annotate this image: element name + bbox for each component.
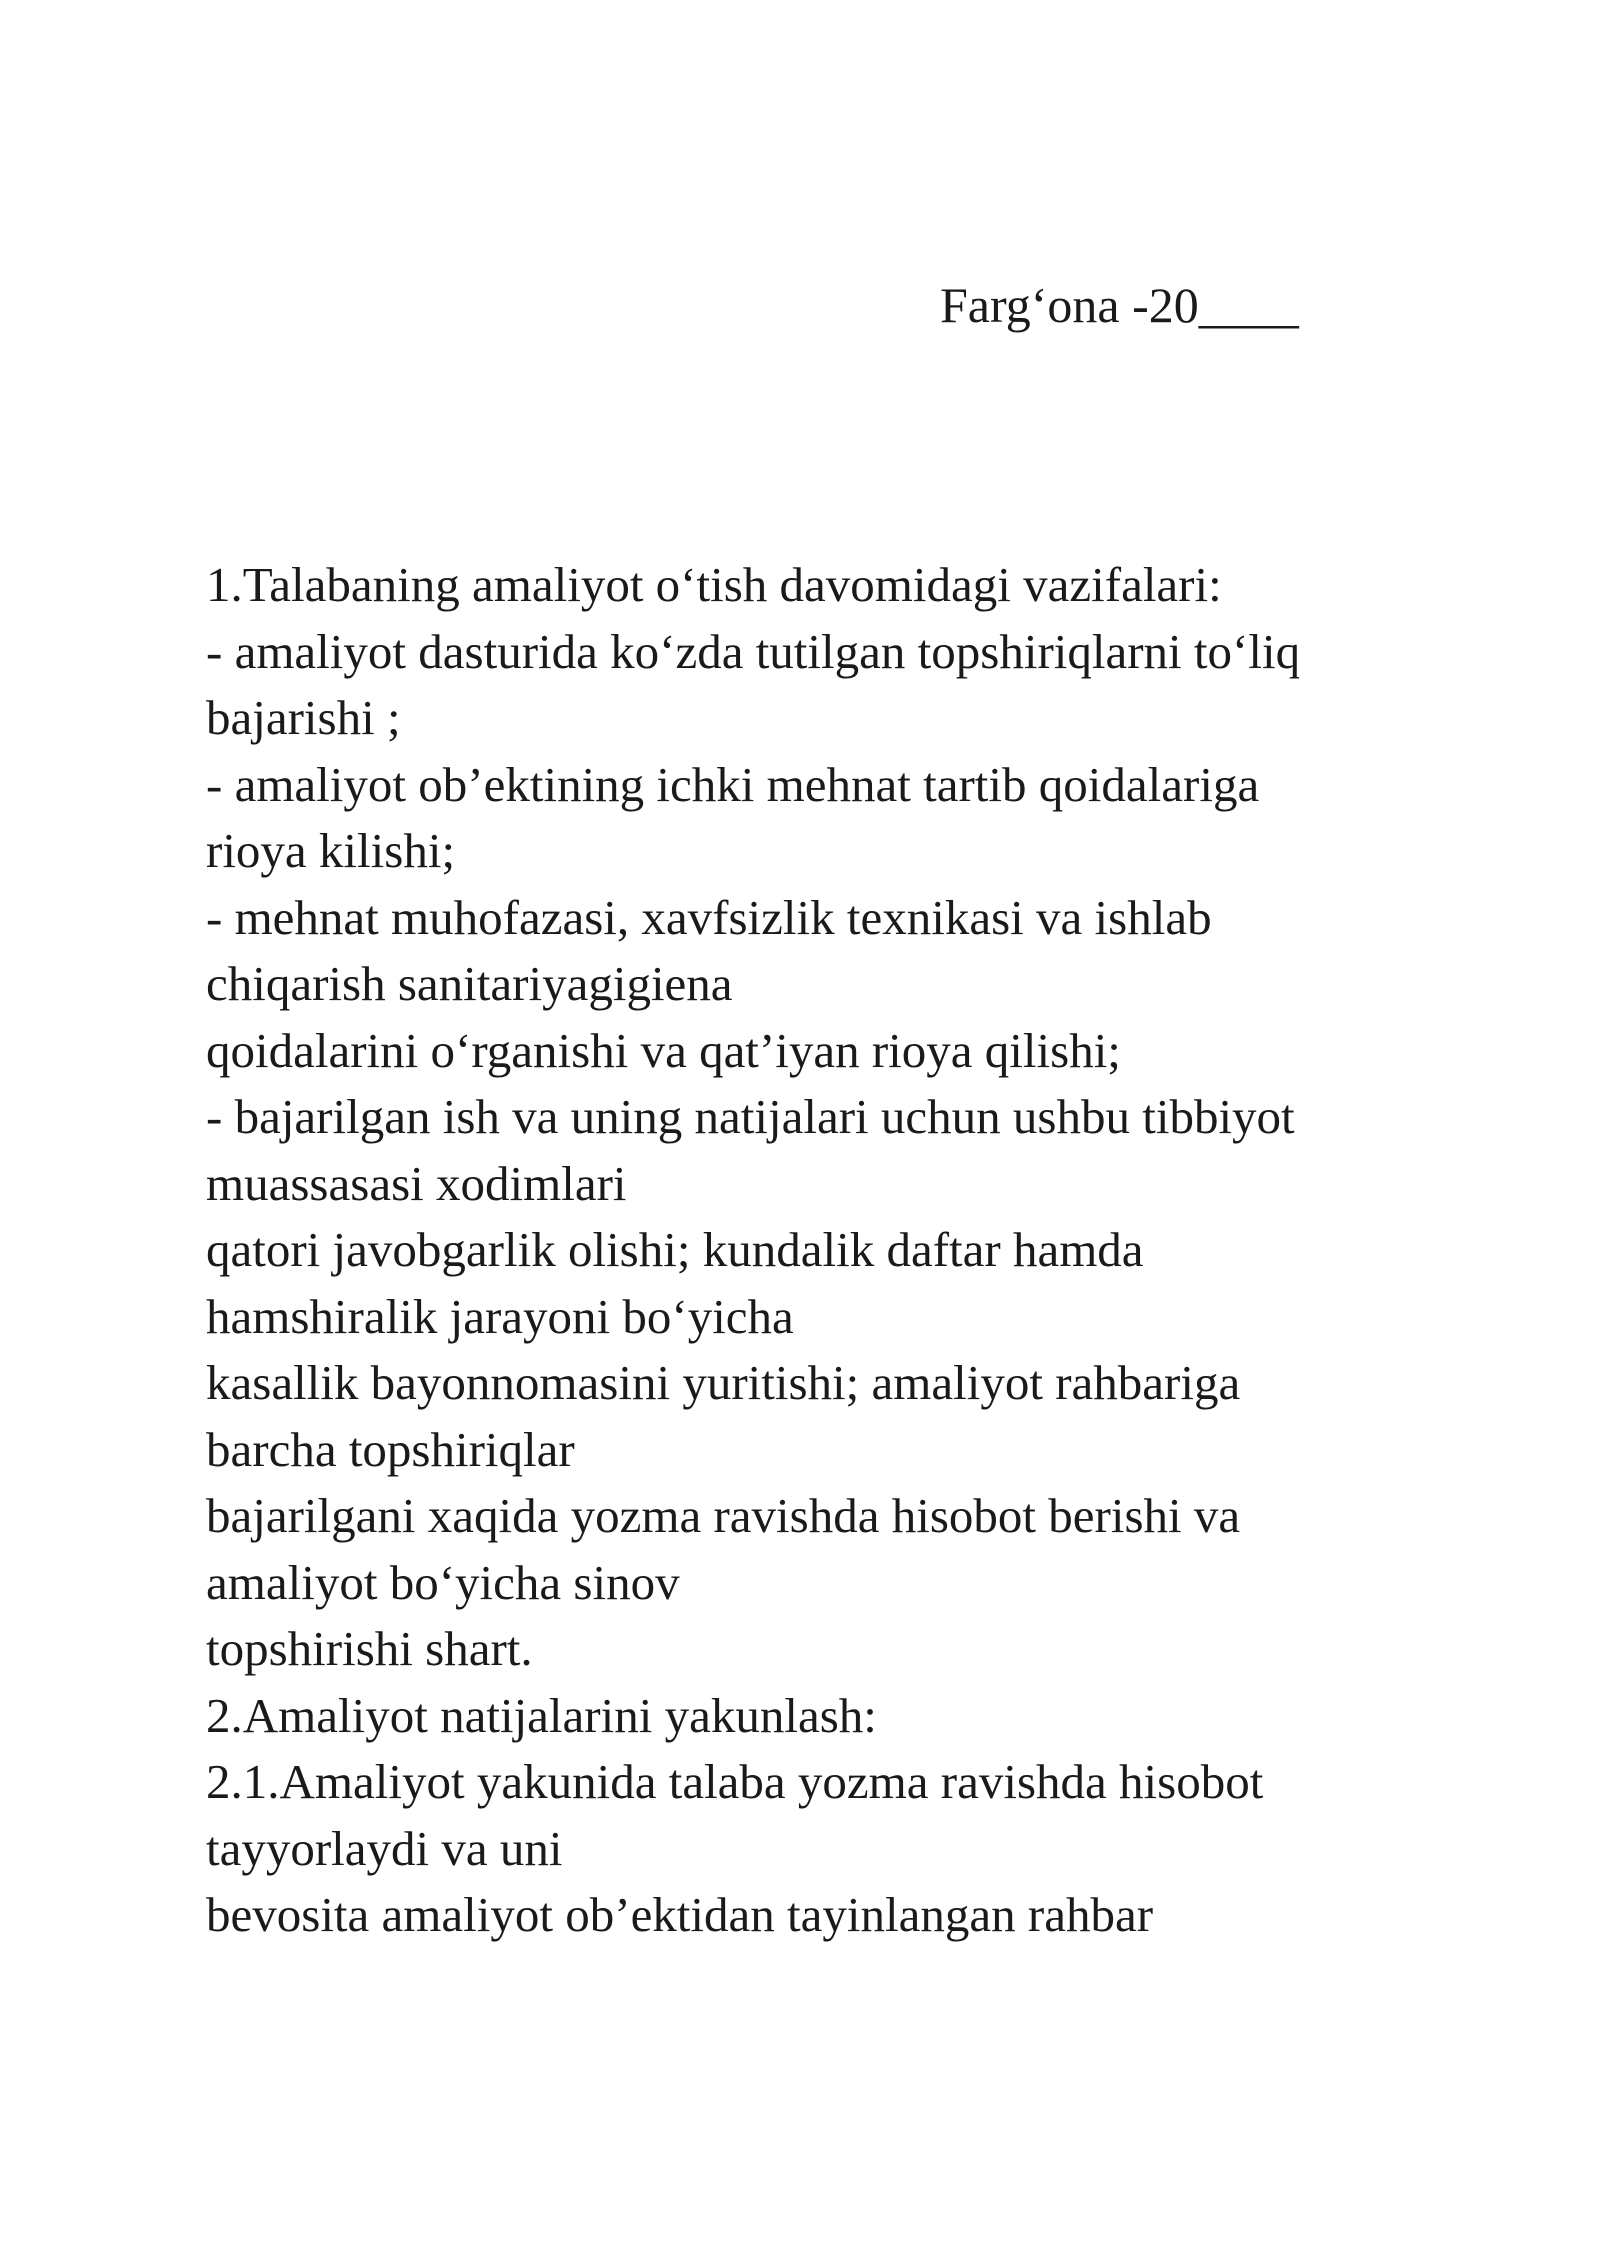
document-body	[206, 552, 1446, 1949]
text-line: - amaliyot dasturida ko‘zda tutilgan topshiriqlarni to‘liq	[206, 623, 1301, 679]
text-line: tayyorlaydi va uni	[206, 1820, 563, 1876]
text-line: bajarishi ;	[206, 690, 401, 745]
text-line: qatori javobgarlik olishi; kundalik daftar hamda	[206, 1222, 1144, 1277]
text-line: muassasasi xodimlari	[206, 1155, 627, 1211]
text-line: barcha topshiriqlar	[206, 1421, 575, 1477]
text-line: amaliyot bo‘yicha sinov	[206, 1554, 680, 1610]
text-line: 2.Amaliyot natijalarini yakunlash:	[206, 1687, 877, 1743]
text-line: - amaliyot ob’ektining ichki mehnat tartib qoidalariga	[206, 756, 1260, 812]
text-line: 2.1.Amaliyot yakunida talaba yozma ravishda hisobot	[206, 1754, 1264, 1809]
text-line: hamshiralik jarayoni bo‘yicha	[206, 1288, 794, 1344]
text-line: bajarilgani xaqida yozma ravishda hisobot berishi va	[206, 1488, 1241, 1543]
text-line: kasallik bayonnomasini yuritishi; amaliyot rahbariga	[206, 1355, 1241, 1410]
text-line: - mehnat muhofazasi, xavfsizlik texnikasi va ishlab	[206, 889, 1212, 945]
place-date-heading: Farg‘ona -20____	[940, 277, 1299, 333]
text-line: 1.Talabaning amaliyot o‘tish davomidagi vazifalari:	[206, 557, 1222, 612]
text-line: rioya kilishi;	[206, 823, 456, 878]
text-line: chiqarish sanitariyagigiena	[206, 956, 733, 1011]
text-line: topshirishi shart.	[206, 1621, 533, 1676]
text-line: qoidalarini o‘rganishi va qat’iyan rioya qilishi;	[206, 1022, 1121, 1078]
text-line: bevosita amaliyot ob’ektidan tayinlangan rahbar	[206, 1887, 1154, 1942]
text-line: - bajarilgan ish va uning natijalari uchun ushbu tibbiyot	[206, 1089, 1295, 1144]
